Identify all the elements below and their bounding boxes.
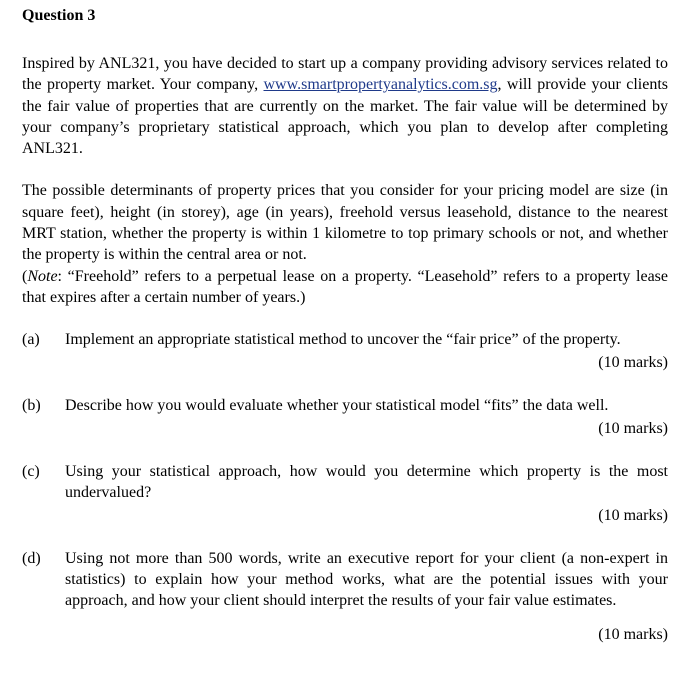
note-text: : “Freehold” refers to a perpetual lease on a property. “Leasehold” refers to a property lease that expires after a certain number of years.) (22, 267, 668, 306)
subquestion-marks: (10 marks) (598, 626, 668, 644)
subquestion-d (22, 548, 668, 645)
document-page (22, 6, 668, 645)
determinants-text: The possible determinants of property prices that you consider for your pricing model are size (in square feet), height (in storey), age (in years), freehold versus leasehold, distance to the nearest MRT station, whether the property is within 1 kilometre to top primary schools or not, and whether the property is within the central area or not. (22, 182, 668, 264)
question-title: Question 3 (22, 7, 96, 24)
intro-text-after-link: , will provide your clients the fair value of properties that are currently on the market. The fair value will be determined by your company’s proprietary statistical approach, which you plan to develop after completing ANL321. (22, 76, 668, 158)
subquestion-letter: (d) (22, 550, 41, 568)
subquestion-marks: (10 marks) (598, 420, 668, 438)
subquestion-c (22, 461, 668, 526)
subquestion-letter: (c) (22, 463, 40, 481)
company-website-link[interactable]: www.smartpropertyanalytics.com.sg (263, 76, 498, 94)
note-open-paren: ( (22, 267, 28, 285)
subquestion-text: Implement an appropriate statistical method to uncover the “fair price” of the property. (65, 331, 621, 349)
subquestion-text: Describe how you would evaluate whether your statistical model “fits” the data well. (65, 397, 609, 415)
subquestion-b (22, 395, 668, 439)
subquestion-marks: (10 marks) (598, 507, 668, 525)
subquestion-marks: (10 marks) (598, 354, 668, 372)
note-label: Note (27, 267, 58, 285)
subquestion-letter: (b) (22, 397, 41, 415)
subquestion-text: Using your statistical approach, how would you determine which property is the most undervalued? (65, 463, 668, 502)
subquestion-a (22, 329, 668, 373)
determinants-paragraph (22, 180, 668, 308)
intro-text-before-link: Inspired by ANL321, you have decided to start up a company providing advisory services related to the property market. Your company, (22, 55, 668, 94)
intro-paragraph (22, 53, 668, 159)
subquestion-text: Using not more than 500 words, write an executive report for your client (a non-expert in statistics) to explain how your method works, what are the potential issues with your approach, and how your client should interpret the results of your fair value estimates. (65, 550, 668, 610)
subquestion-letter: (a) (22, 331, 40, 349)
